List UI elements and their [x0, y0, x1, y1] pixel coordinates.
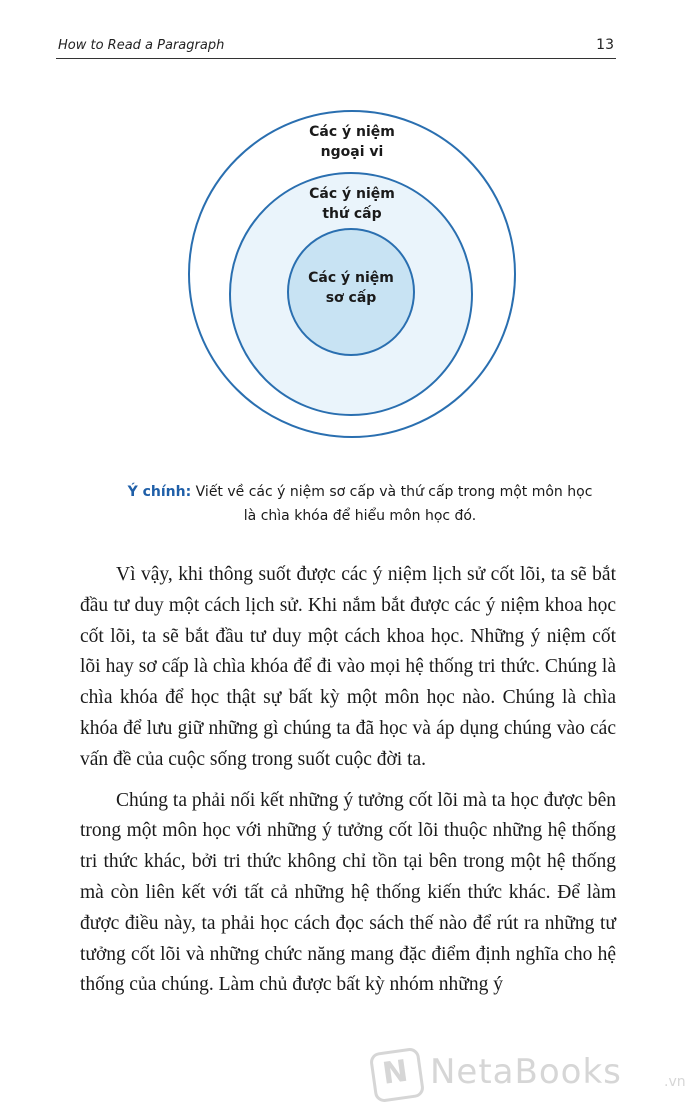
page-number: 13 [596, 37, 614, 53]
figure-caption [80, 480, 640, 528]
watermark-logo-icon: N [369, 1047, 425, 1103]
running-header [56, 34, 616, 59]
watermark [372, 1046, 692, 1102]
caption-text-1: Viết về các ý niệm sơ cấp và thứ cấp trong một môn học [195, 484, 593, 500]
running-title: How to Read a Paragraph [58, 38, 225, 53]
outer-circle-label [282, 122, 422, 162]
caption-line-1 [80, 480, 640, 504]
paragraph-1: Vì vậy, khi thông suốt được các ý niệm lịch sử cốt lõi, ta sẽ bắt đầu tư duy một cách lịch sử. Khi nắm bắt được các ý niệm khoa học cốt lõi, ta sẽ bắt đầu tư duy một cách khoa học. Những ý niệm cốt lõi hay sơ cấp là chìa khóa để đi vào mọi hệ thống tri thức. Chúng là chìa khóa để học thật sự bất kỳ một môn học nào. Chúng là chìa khóa để lưu giữ những gì chúng ta đã học và áp dụng chúng vào các vấn đề của cuộc sống trong suốt cuộc đời ta. [80, 564, 616, 770]
middle-label-text: Các ý niệm thứ cấp [309, 186, 395, 222]
paragraph-2: Chúng ta phải nối kết những ý tưởng cốt lõi mà ta học được bên trong một môn học với những ý tưởng cốt lõi thuộc những hệ thống tri thức khác, bởi tri thức không chỉ tồn tại bên trong một hệ thống mà còn liên kết với tất cả những hệ thống kiến thức khác. Để làm được điều này, ta phải học cách đọc sách thế nào để rút ra những tư tưởng cốt lõi và những chức năng mang đặc điểm định nghĩa cho hệ thống của chúng. Làm chủ được bất kỳ nhóm những ý [80, 789, 616, 996]
caption-lead: Ý chính: [127, 484, 192, 500]
watermark-brand: NetaBooks [430, 1052, 622, 1092]
inner-circle-label [281, 268, 421, 308]
watermark-suffix: .vn [664, 1074, 686, 1090]
outer-label-text: Các ý niệm ngoại vi [309, 124, 395, 160]
middle-circle-label [282, 184, 422, 224]
caption-line-2: là chìa khóa để hiểu môn học đó. [243, 508, 477, 524]
inner-label-text: Các ý niệm sơ cấp [308, 270, 394, 306]
body-text [80, 560, 616, 1011]
